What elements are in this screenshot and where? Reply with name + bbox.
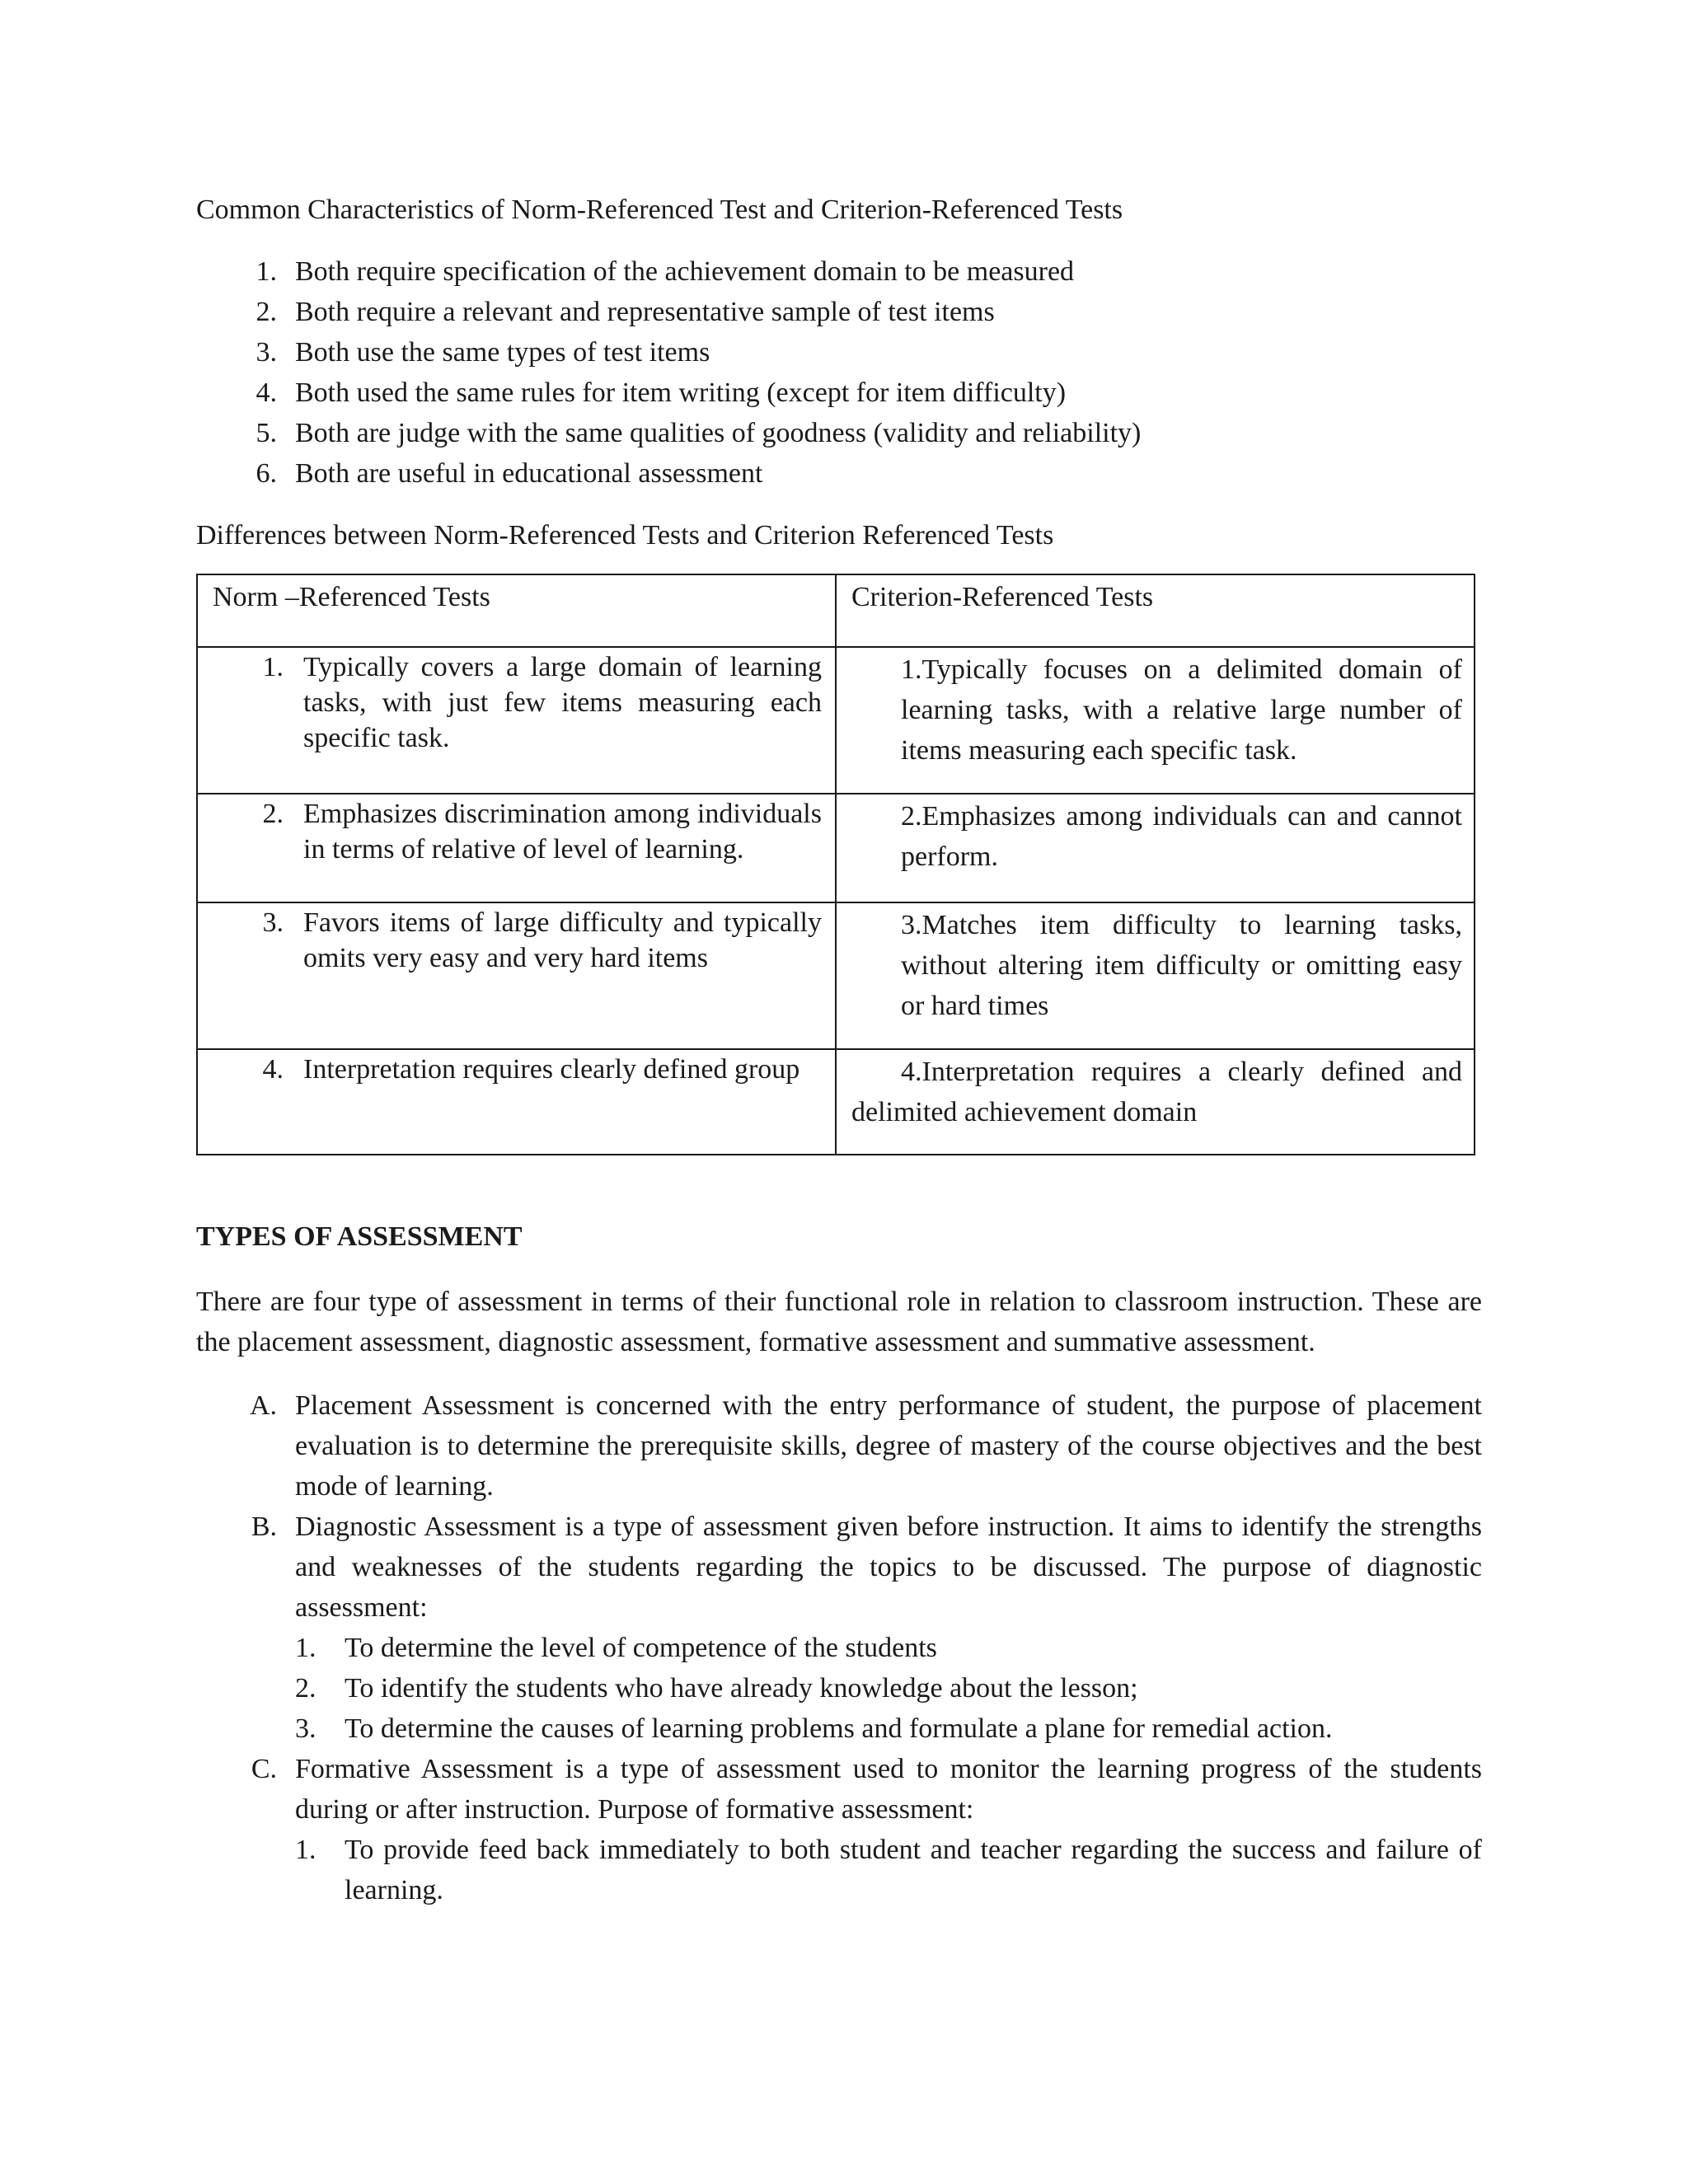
type-description: Diagnostic Assessment is a type of assessment given before instruction. It aims to identify the strengths and weaknesses of the students regarding the topics to be discussed. The purpose of diagnostic assessment: xyxy=(295,1511,1482,1623)
header-norm-referenced: Norm –Referenced Tests xyxy=(197,574,836,647)
list-number: 6. xyxy=(256,458,277,489)
list-item xyxy=(196,332,1482,373)
list-letter: A. xyxy=(249,1390,277,1421)
sub-number: 3. xyxy=(295,1713,316,1744)
sub-text: To identify the students who have already knowledge about the lesson; xyxy=(345,1673,1138,1704)
list-text: Both used the same rules for item writing (except for item difficulty) xyxy=(295,377,1067,408)
criterion-text: 4.Interpretation requires a clearly defined and delimited achievement domain xyxy=(851,1057,1462,1127)
item-number: 1. xyxy=(262,652,284,682)
common-characteristics-title: Common Characteristics of Norm-Referenced Test and Criterion-Referenced Tests xyxy=(196,194,1123,225)
sub-number: 1. xyxy=(295,1633,316,1663)
table-row xyxy=(197,647,1475,794)
list-text: Both are useful in educational assessment xyxy=(295,458,763,489)
header-criterion-referenced: Criterion-Referenced Tests xyxy=(836,574,1475,647)
sub-list-item xyxy=(295,1708,1482,1749)
norm-text: Typically covers a large domain of learning tasks, with just few items measuring each specific task. xyxy=(303,652,822,753)
sub-list-item xyxy=(295,1830,1482,1910)
list-text: Both are judge with the same qualities of goodness (validity and reliability) xyxy=(295,418,1142,448)
list-item xyxy=(196,292,1482,332)
list-item xyxy=(196,1507,1482,1749)
criterion-text: 3.Matches item difficulty to learning tasks, without altering item difficulty or omitting easy or hard times xyxy=(901,910,1462,1021)
norm-cell xyxy=(197,794,836,902)
list-number: 2. xyxy=(256,297,277,327)
table-row xyxy=(197,794,1475,902)
norm-cell xyxy=(197,1049,836,1155)
criterion-cell xyxy=(836,647,1475,794)
criterion-cell xyxy=(836,1049,1475,1155)
list-number: 4. xyxy=(256,377,277,408)
assessment-types-list xyxy=(196,1385,1482,1910)
list-text: Both require a relevant and representative sample of test items xyxy=(295,297,995,327)
item-number: 2. xyxy=(262,799,284,829)
differences-title: Differences between Norm-Referenced Tests and Criterion Referenced Tests xyxy=(196,520,1054,551)
list-item xyxy=(196,413,1482,453)
sub-number: 1. xyxy=(295,1835,316,1865)
list-letter: C. xyxy=(251,1754,277,1784)
list-item xyxy=(196,1749,1482,1910)
norm-text: Favors items of large difficulty and typically omits very easy and very hard items xyxy=(303,907,822,973)
table-row xyxy=(197,1049,1475,1155)
norm-cell xyxy=(197,902,836,1049)
type-description: Placement Assessment is concerned with the entry performance of student, the purpose of placement evaluation is to determine the prerequisite skills, degree of mastery of the course objectives and the best mode of learning. xyxy=(295,1390,1482,1502)
sub-list xyxy=(295,1628,1482,1749)
types-of-assessment-heading: TYPES OF ASSESSMENT xyxy=(196,1221,523,1252)
sub-text: To provide feed back immediately to both student and teacher regarding the success and failure of learning. xyxy=(345,1835,1482,1905)
list-number: 5. xyxy=(256,418,277,448)
sub-number: 2. xyxy=(295,1673,316,1704)
norm-text: Emphasizes discrimination among individuals in terms of relative of level of learning. xyxy=(303,799,822,865)
list-item xyxy=(196,373,1482,413)
list-text: Both use the same types of test items xyxy=(295,337,710,368)
table-row xyxy=(197,902,1475,1049)
common-characteristics-list xyxy=(196,251,1482,494)
sub-list-item xyxy=(295,1668,1482,1708)
sub-list-item xyxy=(295,1628,1482,1668)
list-text: Both require specification of the achievement domain to be measured xyxy=(295,256,1075,287)
criterion-cell xyxy=(836,794,1475,902)
list-item xyxy=(196,453,1482,494)
sub-list xyxy=(295,1830,1482,1910)
criterion-text: 2.Emphasizes among individuals can and cannot perform. xyxy=(901,801,1462,872)
type-description: Formative Assessment is a type of assessment used to monitor the learning progress of the students during or after instruction. Purpose of formative assessment: xyxy=(295,1754,1482,1825)
norm-cell xyxy=(197,647,836,794)
item-number: 4. xyxy=(262,1054,284,1085)
types-intro-paragraph: There are four type of assessment in terms of their functional role in relation to classroom instruction. These are the placement assessment, diagnostic assessment, formative assessment and summative assessment. xyxy=(196,1286,1482,1357)
list-item xyxy=(196,1385,1482,1507)
document-page xyxy=(196,190,1482,1910)
list-number: 1. xyxy=(256,256,277,287)
table-header-row xyxy=(197,574,1475,647)
criterion-text: 1.Typically focuses on a delimited domain of learning tasks, with a relative large number of items measuring each specific task. xyxy=(901,654,1462,766)
criterion-cell xyxy=(836,902,1475,1049)
list-item xyxy=(196,251,1482,292)
sub-text: To determine the level of competence of the students xyxy=(345,1633,937,1663)
item-number: 3. xyxy=(262,907,284,938)
norm-text: Interpretation requires clearly defined group xyxy=(303,1054,800,1085)
list-letter: B. xyxy=(251,1511,277,1542)
sub-text: To determine the causes of learning problems and formulate a plane for remedial action. xyxy=(345,1713,1333,1744)
comparison-table xyxy=(196,574,1475,1155)
list-number: 3. xyxy=(256,337,277,368)
